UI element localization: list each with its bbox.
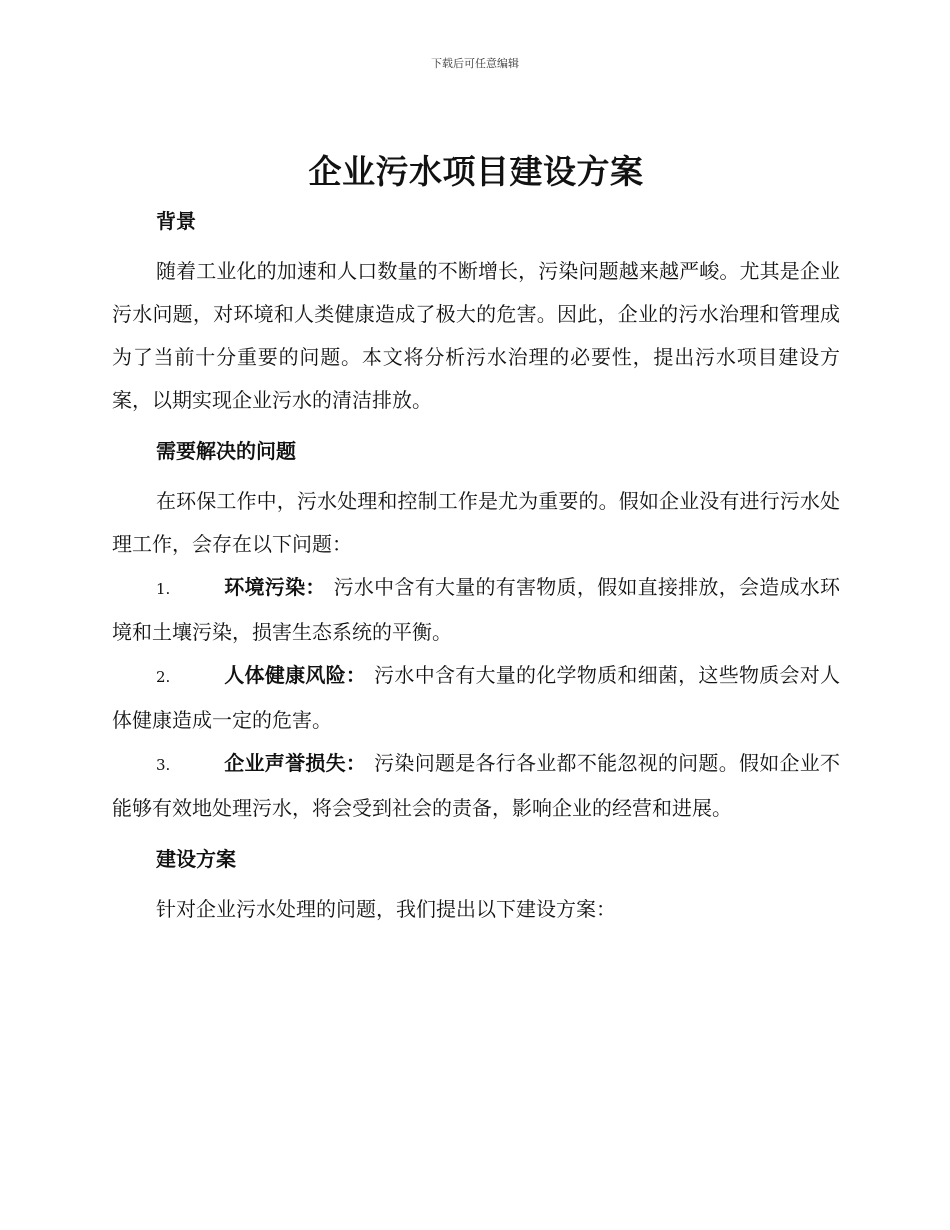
list-colon: ： (305, 575, 326, 599)
list-term: 企业声誉损失 (224, 751, 346, 775)
list-item (112, 566, 840, 654)
section-heading-background: 背景 (156, 209, 196, 233)
header-note: 下载后可任意编辑 (431, 57, 519, 70)
paragraph: 针对企业污水处理的问题，我们提出以下建设方案： (156, 897, 616, 921)
paragraph: 在环保工作中，污水处理和控制工作是尤为重要的。假如企业没有进行污水处理工作，会存在以下问题： (112, 489, 840, 556)
list-term: 环境污染 (224, 575, 306, 599)
section-heading-plan: 建设方案 (156, 847, 236, 871)
list-item (112, 654, 840, 742)
list-text: 污水中含有大量的有害物质，假如直接排放，会造成水环境和土壤污染，损害生态系统的平衡。 (112, 575, 841, 644)
document-title: 企业污水项目建设方案 (308, 152, 644, 191)
list-term: 人体健康风险 (224, 663, 346, 687)
list-text: 污水中含有大量的化学物质和细菌，这些物质会对人体健康造成一定的危害。 (112, 663, 841, 732)
list-colon: ： (345, 751, 367, 775)
list-colon: ： (345, 663, 367, 687)
paragraph: 随着工业化的加速和人口数量的不断增长，污染问题越来越严峻。尤其是企业污水问题，对环境和人类健康造成了极大的危害。因此，企业的污水治理和管理成为了当前十分重要的问题。本文将分析污水治理的必要性，提出污水项目建设方案，以期实现企业污水的清洁排放。 (112, 259, 840, 412)
list-number: 1. (156, 580, 171, 598)
list-number: 2. (156, 668, 171, 686)
section-heading-problems: 需要解决的问题 (156, 439, 296, 463)
document-body (112, 148, 840, 931)
list-text: 污染问题是各行各业都不能忽视的问题。假如企业不能够有效地处理污水，将会受到社会的责备，影响企业的经营和进展。 (112, 751, 841, 820)
list-item (112, 742, 840, 830)
list-number: 3. (156, 756, 171, 774)
